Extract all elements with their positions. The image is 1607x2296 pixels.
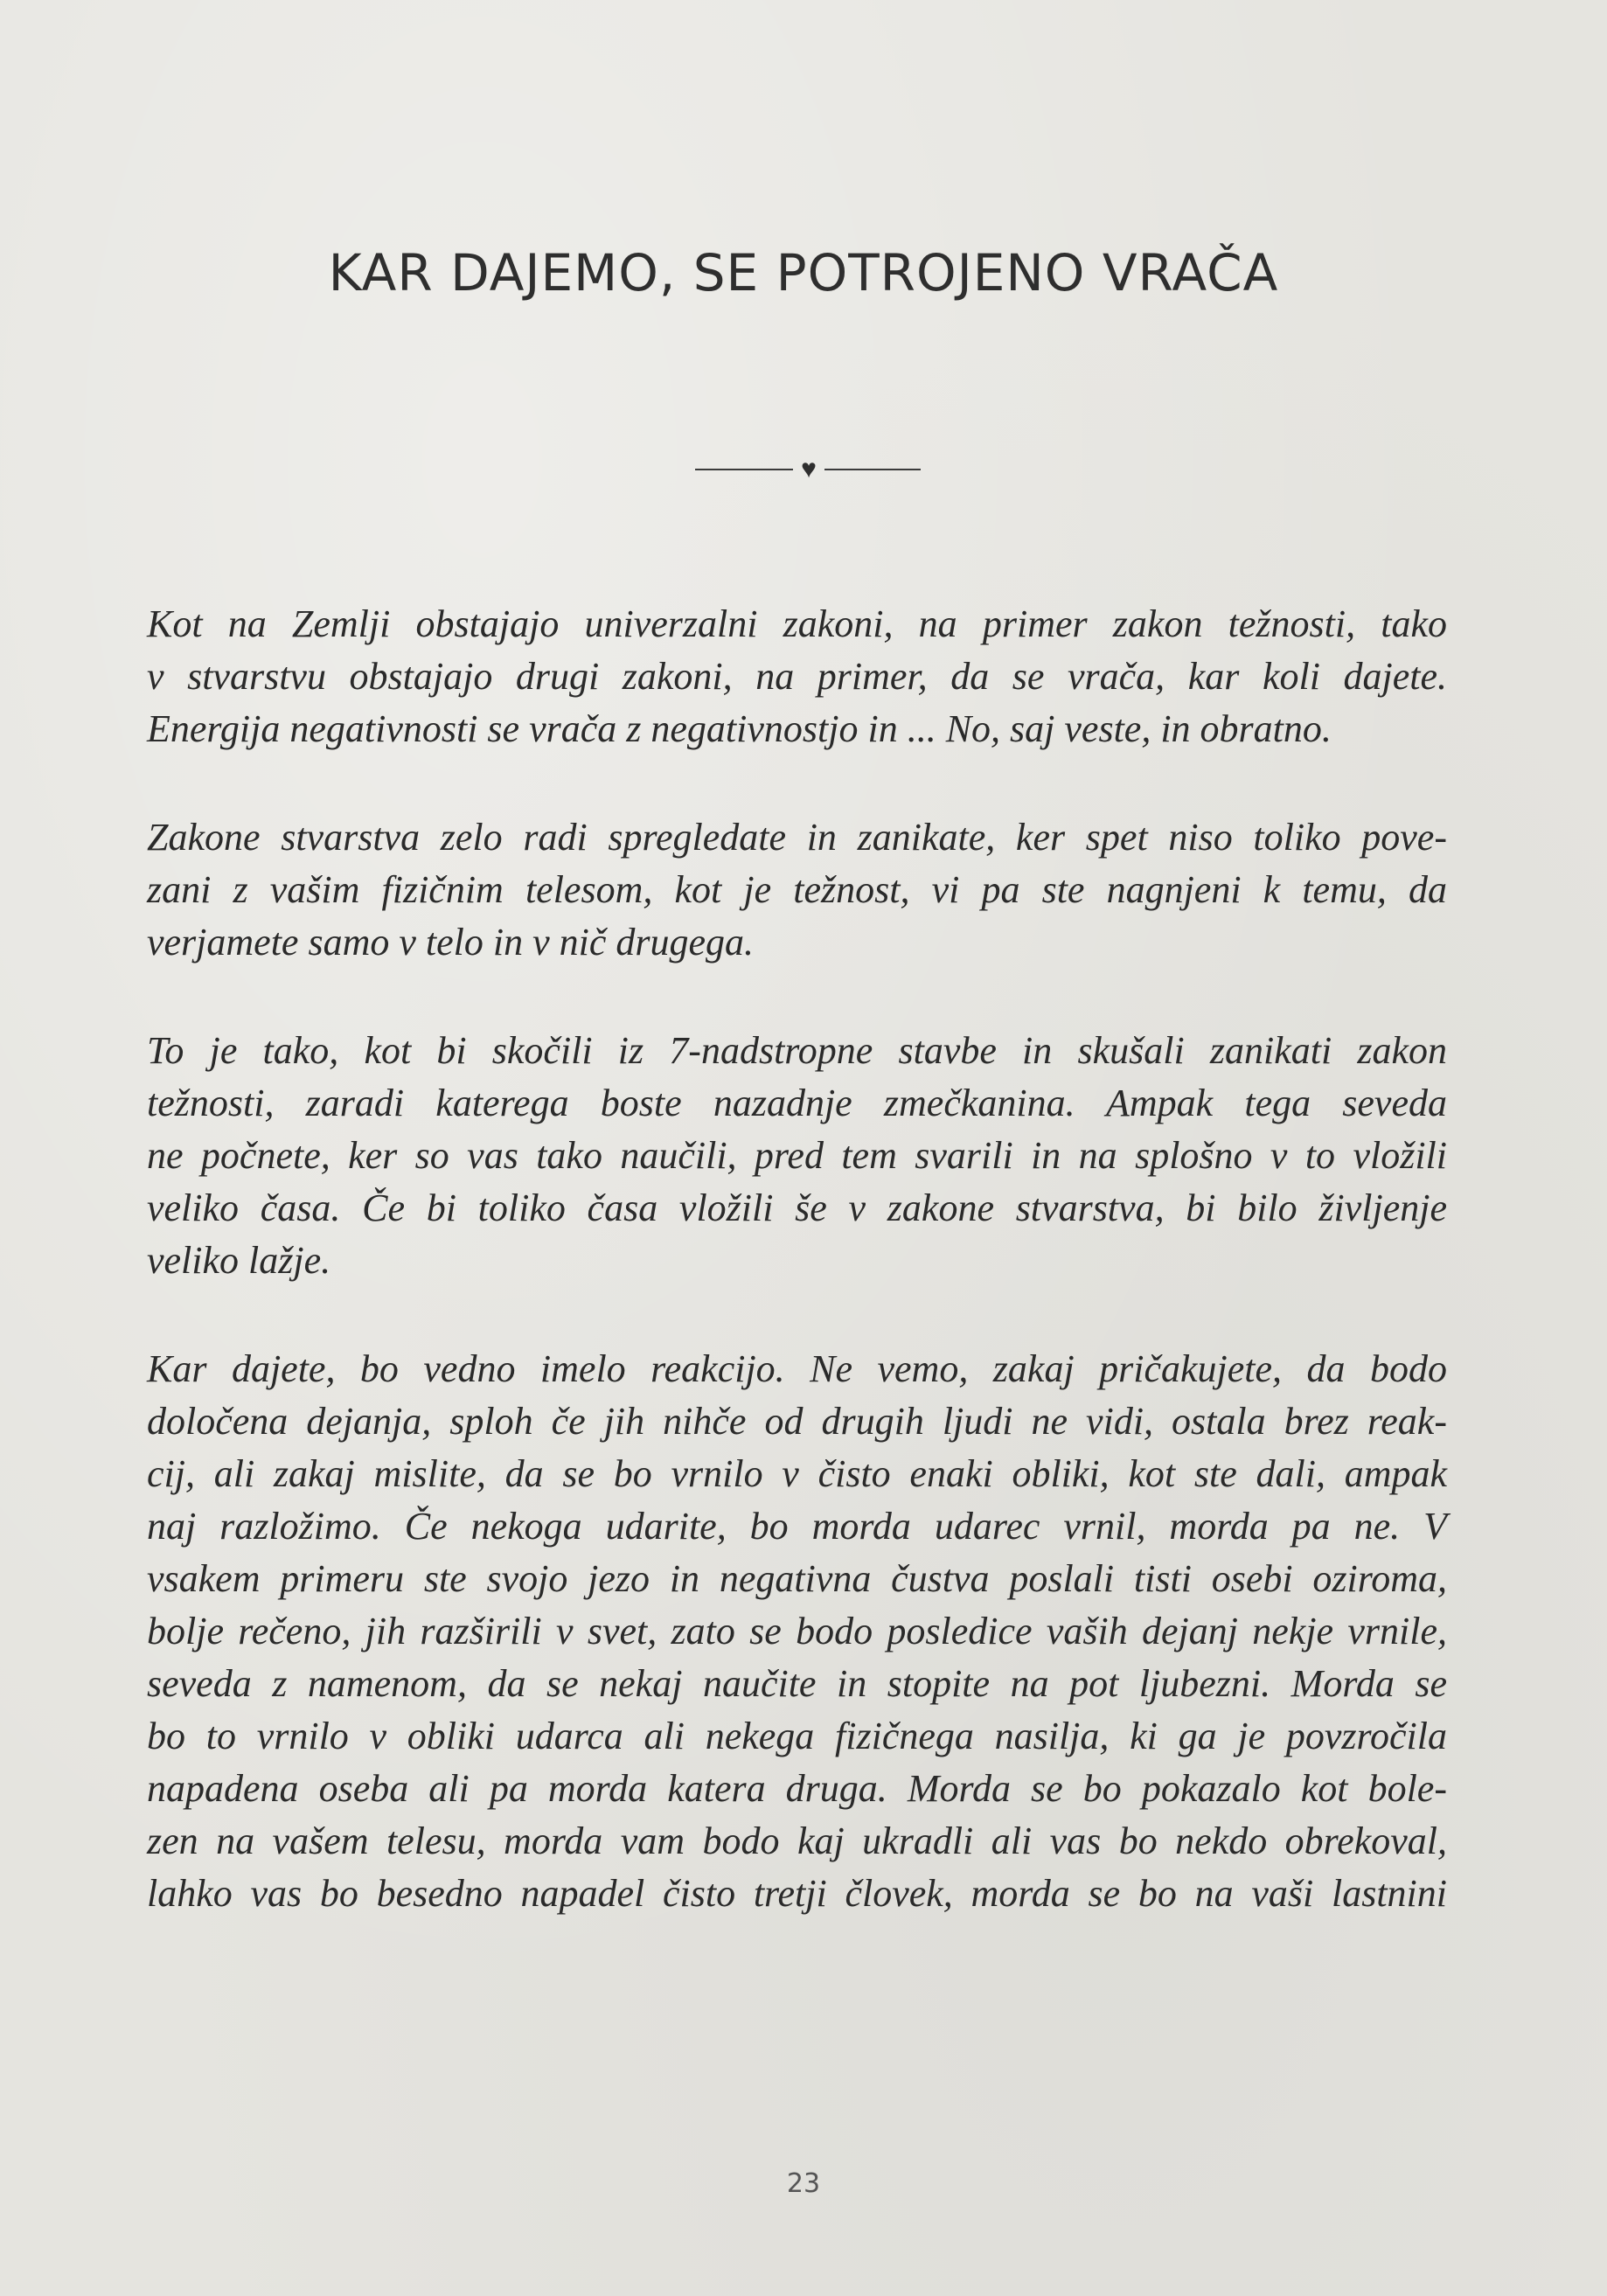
chapter-body	[147, 598, 1447, 1976]
text-line: Zakone stvarstva zelo radi spregledate in zanikate, ker spet niso toliko pove-	[147, 816, 1447, 859]
divider-line-left	[695, 469, 793, 470]
text-line: določena dejanja, sploh če jih nihče od drugih ljudi ne vidi, ostala brez reak-	[147, 1400, 1447, 1443]
text-line: naj razložimo. Če nekoga udarite, bo morda udarec vrnil, morda pa ne. V	[147, 1505, 1447, 1548]
heart-icon: ♥	[801, 455, 817, 484]
text-line: To je tako, kot bi skočili iz 7-nadstropne stavbe in skušali zanikati zakon	[147, 1029, 1447, 1072]
text-line: Kot na Zemlji obstajajo univerzalni zakoni, na primer zakon težnosti, tako	[147, 602, 1447, 645]
text-line: Kar dajete, bo vedno imelo reakcijo. Ne vemo, zakaj pričakujete, da bodo	[147, 1347, 1447, 1390]
chapter-title: KAR DAJEMO, SE POTROJENO VRAČA	[328, 243, 1279, 303]
text-line: seveda z namenom, da se nekaj naučite in stopite na pot ljubezni. Morda se	[147, 1662, 1447, 1705]
text-line: verjamete samo v telo in v nič drugega.	[147, 921, 755, 964]
text-line: cij, ali zakaj mislite, da se bo vrnilo v čisto enaki obliki, kot ste dali, ampak	[147, 1452, 1447, 1495]
text-line: lahko vas bo besedno napadel čisto tretji človek, morda se bo na vaši lastnini	[147, 1872, 1447, 1915]
text-line: bo to vrnilo v obliki udarca ali nekega fizičnega nasilja, ki ga je povzročila	[147, 1715, 1447, 1757]
heart-divider	[695, 456, 921, 483]
text-line: napadena oseba ali pa morda katera druga. Morda se bo pokazalo kot bole-	[147, 1767, 1447, 1810]
paragraph-4	[147, 1343, 1447, 1920]
text-line: težnosti, zaradi katerega boste nazadnje zmečkanina. Ampak tega seveda	[147, 1082, 1447, 1124]
paragraph-2	[147, 811, 1447, 969]
paragraph-1	[147, 598, 1447, 755]
divider-line-right	[824, 469, 921, 470]
text-line: veliko časa. Če bi toliko časa vložili še v zakone stvarstva, bi bilo življenje	[147, 1186, 1447, 1229]
text-line: bolje rečeno, jih razširili v svet, zato se bodo posledice vaših dejanj nekje vrnile,	[147, 1610, 1447, 1652]
page-number: 23	[786, 2168, 821, 2199]
text-line: v stvarstvu obstajajo drugi zakoni, na primer, da se vrača, kar koli dajete.	[147, 655, 1447, 698]
text-line: vsakem primeru ste svojo jezo in negativna čustva poslali tisti osebi oziroma,	[147, 1557, 1447, 1600]
text-line: zani z vašim fizičnim telesom, kot je težnost, vi pa ste nagnjeni k temu, da	[147, 868, 1447, 911]
paragraph-3	[147, 1025, 1447, 1287]
text-line: zen na vašem telesu, morda vam bodo kaj ukradli ali vas bo nekdo obrekoval,	[147, 1819, 1447, 1862]
text-line: ne počnete, ker so vas tako naučili, pred tem svarili in na splošno v to vložili	[147, 1134, 1447, 1177]
text-line: Energija negativnosti se vrača z negativnostjo in ... No, saj veste, in obratno.	[147, 707, 1332, 750]
text-line: veliko lažje.	[147, 1239, 331, 1282]
